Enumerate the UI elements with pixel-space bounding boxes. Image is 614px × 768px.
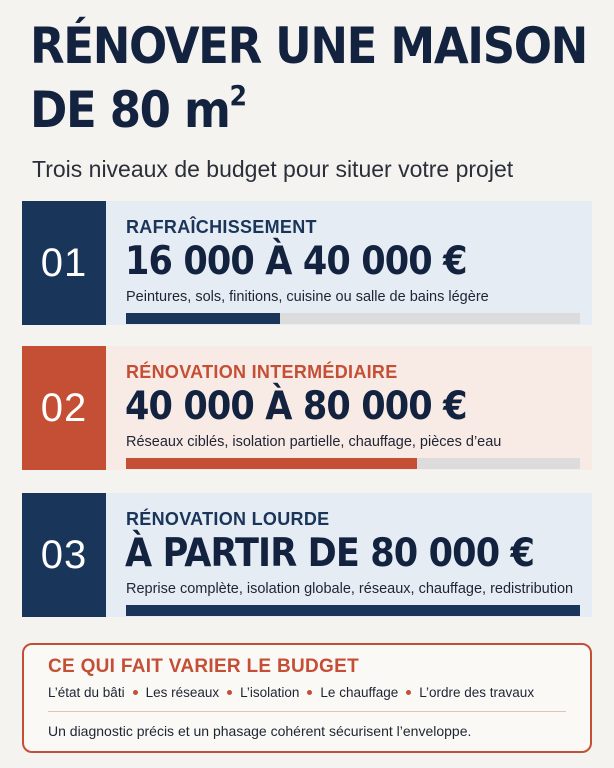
tier-number: 03 — [22, 493, 106, 617]
tier-budget-bar — [126, 313, 580, 324]
title-line-2 — [30, 78, 543, 142]
tier-panel — [106, 493, 592, 617]
bullet-dot-icon — [227, 690, 232, 695]
factor-item: L’état du bâti — [48, 685, 125, 700]
budget-tier-2 — [22, 346, 592, 470]
page-subtitle: Trois niveaux de budget pour situer votre projet — [32, 156, 514, 182]
factor-item: Les réseaux — [145, 685, 220, 700]
divider — [48, 711, 566, 712]
budget-factors-box — [22, 643, 592, 753]
tier-label: RÉNOVATION LOURDE — [126, 509, 330, 529]
tier-number: 01 — [22, 201, 106, 325]
factors-list — [48, 685, 534, 700]
tier-budget-bar-fill — [126, 605, 580, 616]
tier-label: RAFRAÎCHISSEMENT — [126, 217, 317, 237]
title-line-1: RÉNOVER UNE MAISON — [30, 17, 587, 75]
tier-budget-bar-fill — [126, 458, 417, 469]
tier-description: Peintures, sols, finitions, cuisine ou salle de bains légère — [126, 289, 489, 305]
factors-note: Un diagnostic précis et un phasage cohérent sécurisent l’enveloppe. — [48, 723, 472, 739]
factor-item: L’isolation — [240, 685, 300, 700]
factors-title: CE QUI FAIT VARIER LE BUDGET — [48, 656, 360, 677]
budget-tier-1 — [22, 201, 592, 325]
tier-panel — [106, 201, 592, 325]
tier-panel — [106, 346, 592, 470]
bullet-dot-icon — [133, 690, 138, 695]
page-title — [30, 14, 587, 142]
tier-price-range: À PARTIR DE 80 000 € — [125, 531, 535, 576]
factor-item: L’ordre des travaux — [419, 685, 535, 700]
tier-price-range: 40 000 À 80 000 € — [125, 384, 467, 429]
bullet-dot-icon — [406, 690, 411, 695]
factor-item: Le chauffage — [320, 685, 399, 700]
tier-price-range: 16 000 À 40 000 € — [125, 239, 467, 284]
tier-budget-bar — [126, 605, 580, 616]
tier-budget-bar-fill — [126, 313, 280, 324]
bullet-dot-icon — [307, 690, 312, 695]
tier-budget-bar — [126, 458, 580, 469]
tier-number: 02 — [22, 346, 106, 470]
budget-tier-3 — [22, 493, 592, 617]
title-line-2-text: DE 80 m — [30, 81, 230, 139]
tier-label: RÉNOVATION INTERMÉDIAIRE — [126, 362, 398, 382]
title-superscript: 2 — [229, 79, 246, 112]
tier-description: Réseaux ciblés, isolation partielle, chauffage, pièces d’eau — [126, 434, 502, 450]
tier-description: Reprise complète, isolation globale, réseaux, chauffage, redistribution — [126, 581, 574, 597]
